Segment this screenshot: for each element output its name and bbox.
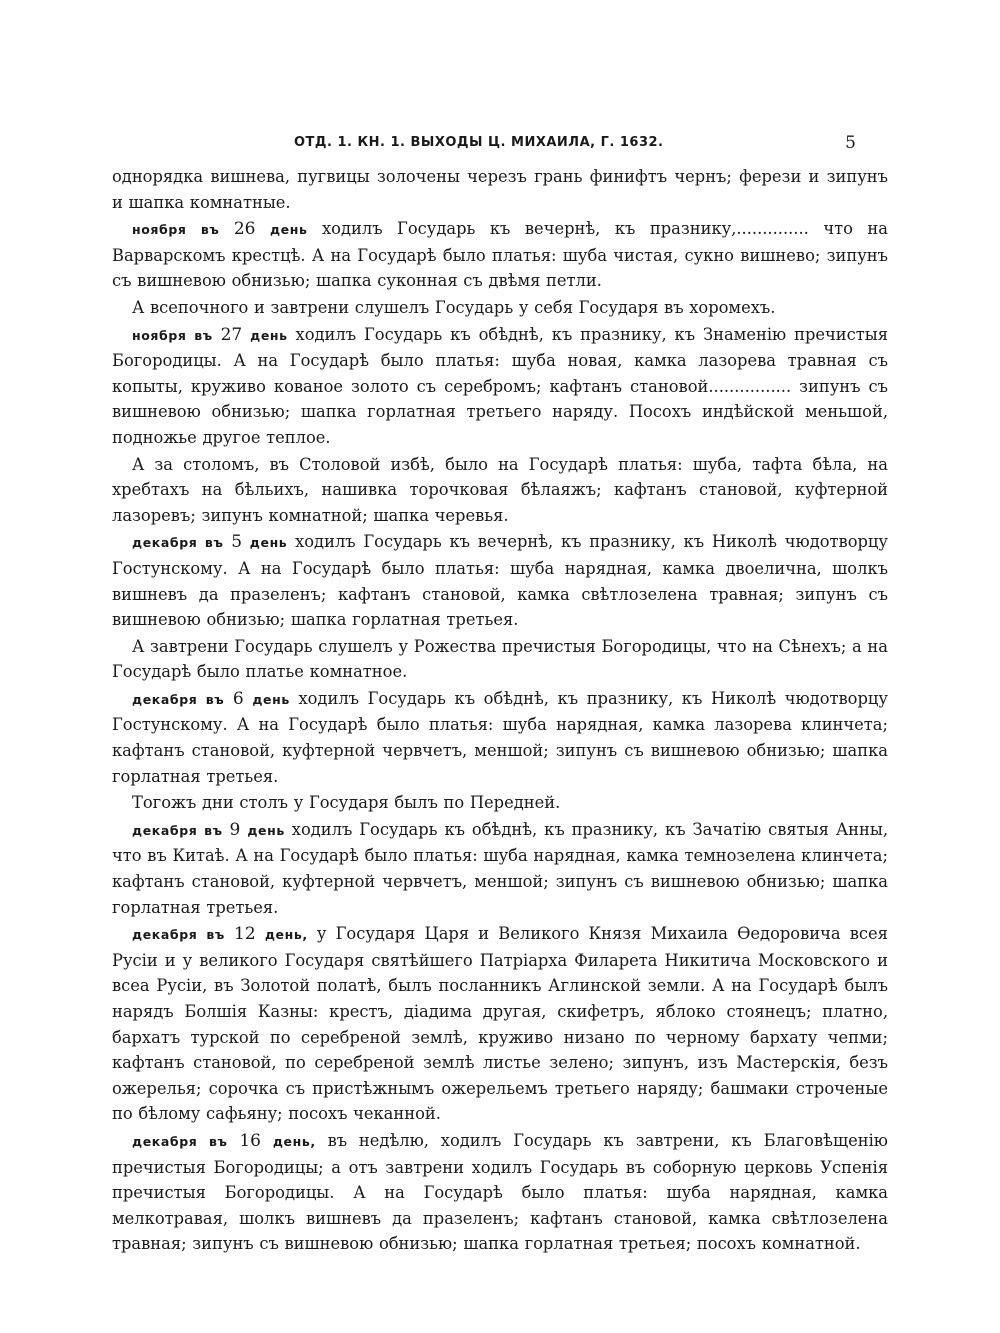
entry-day-word: день [247, 822, 285, 838]
entry-day-number: 26 [233, 219, 256, 240]
page-number: 5 [845, 133, 856, 153]
entry-day-number: 5 [231, 532, 243, 553]
entry-nov-27 [112, 322, 888, 451]
paragraph-vigil [112, 295, 888, 321]
entry-day-number: 9 [229, 819, 241, 840]
entry-date: декабря въ [132, 691, 225, 707]
entry-date: декабря въ [132, 1133, 228, 1149]
entry-date: ноября въ [132, 222, 220, 238]
paragraph-dinner [112, 790, 888, 816]
entry-dec-16 [112, 1128, 888, 1257]
paragraph-table [112, 452, 888, 529]
running-title: ОТД. 1. КН. 1. ВЫХОДЫ Ц. МИХАИЛА, Г. 1632. [294, 135, 664, 150]
body-text [112, 164, 888, 1258]
entry-day-word: день, [272, 1133, 316, 1149]
paragraph-text: ходилъ Государь къ обѣднѣ, къ празнику, къ Знаменію пречистыя Богородицы. А на Государѣ было платья: шуба новая, камка лазорева травная съ копыты, круживо кованое золото съ серебромъ; кафтанъ становой................ зипунъ съ вишневою обнизью; шапка горлатная третьего наряду. Посохъ индѣйской меньшой, подножье другое теплое. [112, 324, 888, 447]
entry-dec-6 [112, 686, 888, 789]
entry-date: декабря въ [132, 927, 225, 943]
paragraph-text: у Государя Царя и Великого Князя Михаила Ѳедоровича всея Русіи и у великого Государя святѣйшего Патріарха Филарета Никитича Московского и всеа Русіи, въ Золотой полатѣ, былъ посланникъ Аглинской земли. А на Государѣ былъ нарядъ Болшія Казны: крестъ, діадима другая, скифетръ, яблоко стоянецъ; платно, бархатъ турской по серебреной землѣ, круживо низано по черному бархату чепми; кафтанъ становой, по серебреной землѣ листье зелено; зипунъ, изъ Мастерскія, безъ ожерелья; сорочка съ пристѣжнымъ ожерельемъ третьего наряду; башмаки строченые по бѣлому сафьяну; посохъ чеканной. [112, 924, 888, 1124]
entry-date: декабря въ [132, 822, 223, 838]
paragraph-text: А за столомъ, въ Столовой избѣ, было на Государѣ платья: шуба, тафта бѣла, на хребтахъ на бѣльихъ, нашивка торочковая бѣлаяжъ; кафтанъ становой, куфтерной лазоревъ; зипунъ комнатной; шапка черевья. [112, 454, 888, 525]
entry-date: ноября въ [132, 327, 213, 343]
entry-day-number: 16 [239, 1130, 261, 1151]
entry-day-word: день [269, 222, 308, 238]
entry-date: декабря въ [132, 535, 224, 551]
paragraph-text: ходилъ Государь къ обѣднѣ, къ празнику, къ Зачатію святыя Анны, что въ Китаѣ. А на Государѣ было платья: шуба нарядная, камка темнозелена клинчета; кафтанъ становой, куфтерной червчетъ, меншой; зипунъ съ вишневою обнизью; шапка горлатная третьея. [112, 819, 889, 917]
entry-day-word: день [252, 691, 290, 707]
entry-dec-5 [112, 529, 888, 632]
entry-day-number: 6 [232, 688, 244, 709]
entry-day-word: день [250, 327, 288, 343]
page-header [112, 130, 882, 156]
entry-day-word: день [249, 535, 288, 551]
entry-day-number: 12 [234, 924, 256, 945]
paragraph-text: въ недѣлю, ходилъ Государь къ завтрени, къ Благовѣщенію пречистыя Богородицы; а отъ завтрени ходилъ Государь въ соборную церковь Успенія пречистыя Богородицы. А на Государѣ было платья: шуба нарядная, камка мелкотравая, шолкъ вишневъ да празеленъ; кафтанъ становой, камка свѣтлозелена травная; зипунъ съ вишневою обнизью; шапка горлатная третьея; посохъ комнатной. [112, 1130, 888, 1254]
entry-nov-26 [112, 216, 888, 294]
paragraph-text: А всепочного и завтрени слушелъ Государь у себя Государя въ хоромехъ. [132, 297, 776, 317]
entry-day-number: 27 [220, 324, 243, 345]
paragraph-matins [112, 634, 888, 685]
entry-day-word: день, [264, 927, 308, 943]
entry-dec-9 [112, 817, 888, 920]
paragraph-text: Тогожъ дни столъ у Государя былъ по Передней. [132, 793, 561, 813]
paragraph-text: А завтрени Государь слушелъ у Рожества пречистыя Богородицы, что на Сѣнехъ; а на Государѣ было платье комнатное. [112, 636, 888, 682]
paragraph-text: однорядка вишнева, пугвицы золочены черезъ грань финифтъ чернъ; ферези и зипунъ и шапка комнатные. [112, 167, 888, 212]
paragraph-text: ходилъ Государь къ обѣднѣ, къ празнику, къ Николѣ чюдотворцу Гостунскому. А на Государѣ было платья: шуба нарядная, камка лазорева клинчета; кафтанъ становой, куфтерной червчетъ, меншой; зипунъ съ вишневою обнизью; шапка горлатная третьея. [112, 688, 888, 786]
paragraph-continuation [112, 164, 888, 215]
paragraph-text: ходилъ Государь къ вечернѣ, къ празнику,.............. что на Варварскомъ крестцѣ. А на Государѣ было платья: шуба чистая, сукно вишнево; зипунъ съ вишневою обнизью; шапка суконная съ двѣмя петли. [112, 219, 888, 291]
paragraph-text: ходилъ Государь къ вечернѣ, къ празнику, къ Николѣ чюдотворцу Гостунскому. А на Государѣ было платья: шуба нарядная, камка двоелична, шолкъ вишневъ да празеленъ; кафтанъ становой, камка свѣтлозелена травная; зипунъ съ вишневою обнизью; шапка горлатная третьея. [112, 532, 888, 630]
entry-dec-12 [112, 921, 888, 1127]
